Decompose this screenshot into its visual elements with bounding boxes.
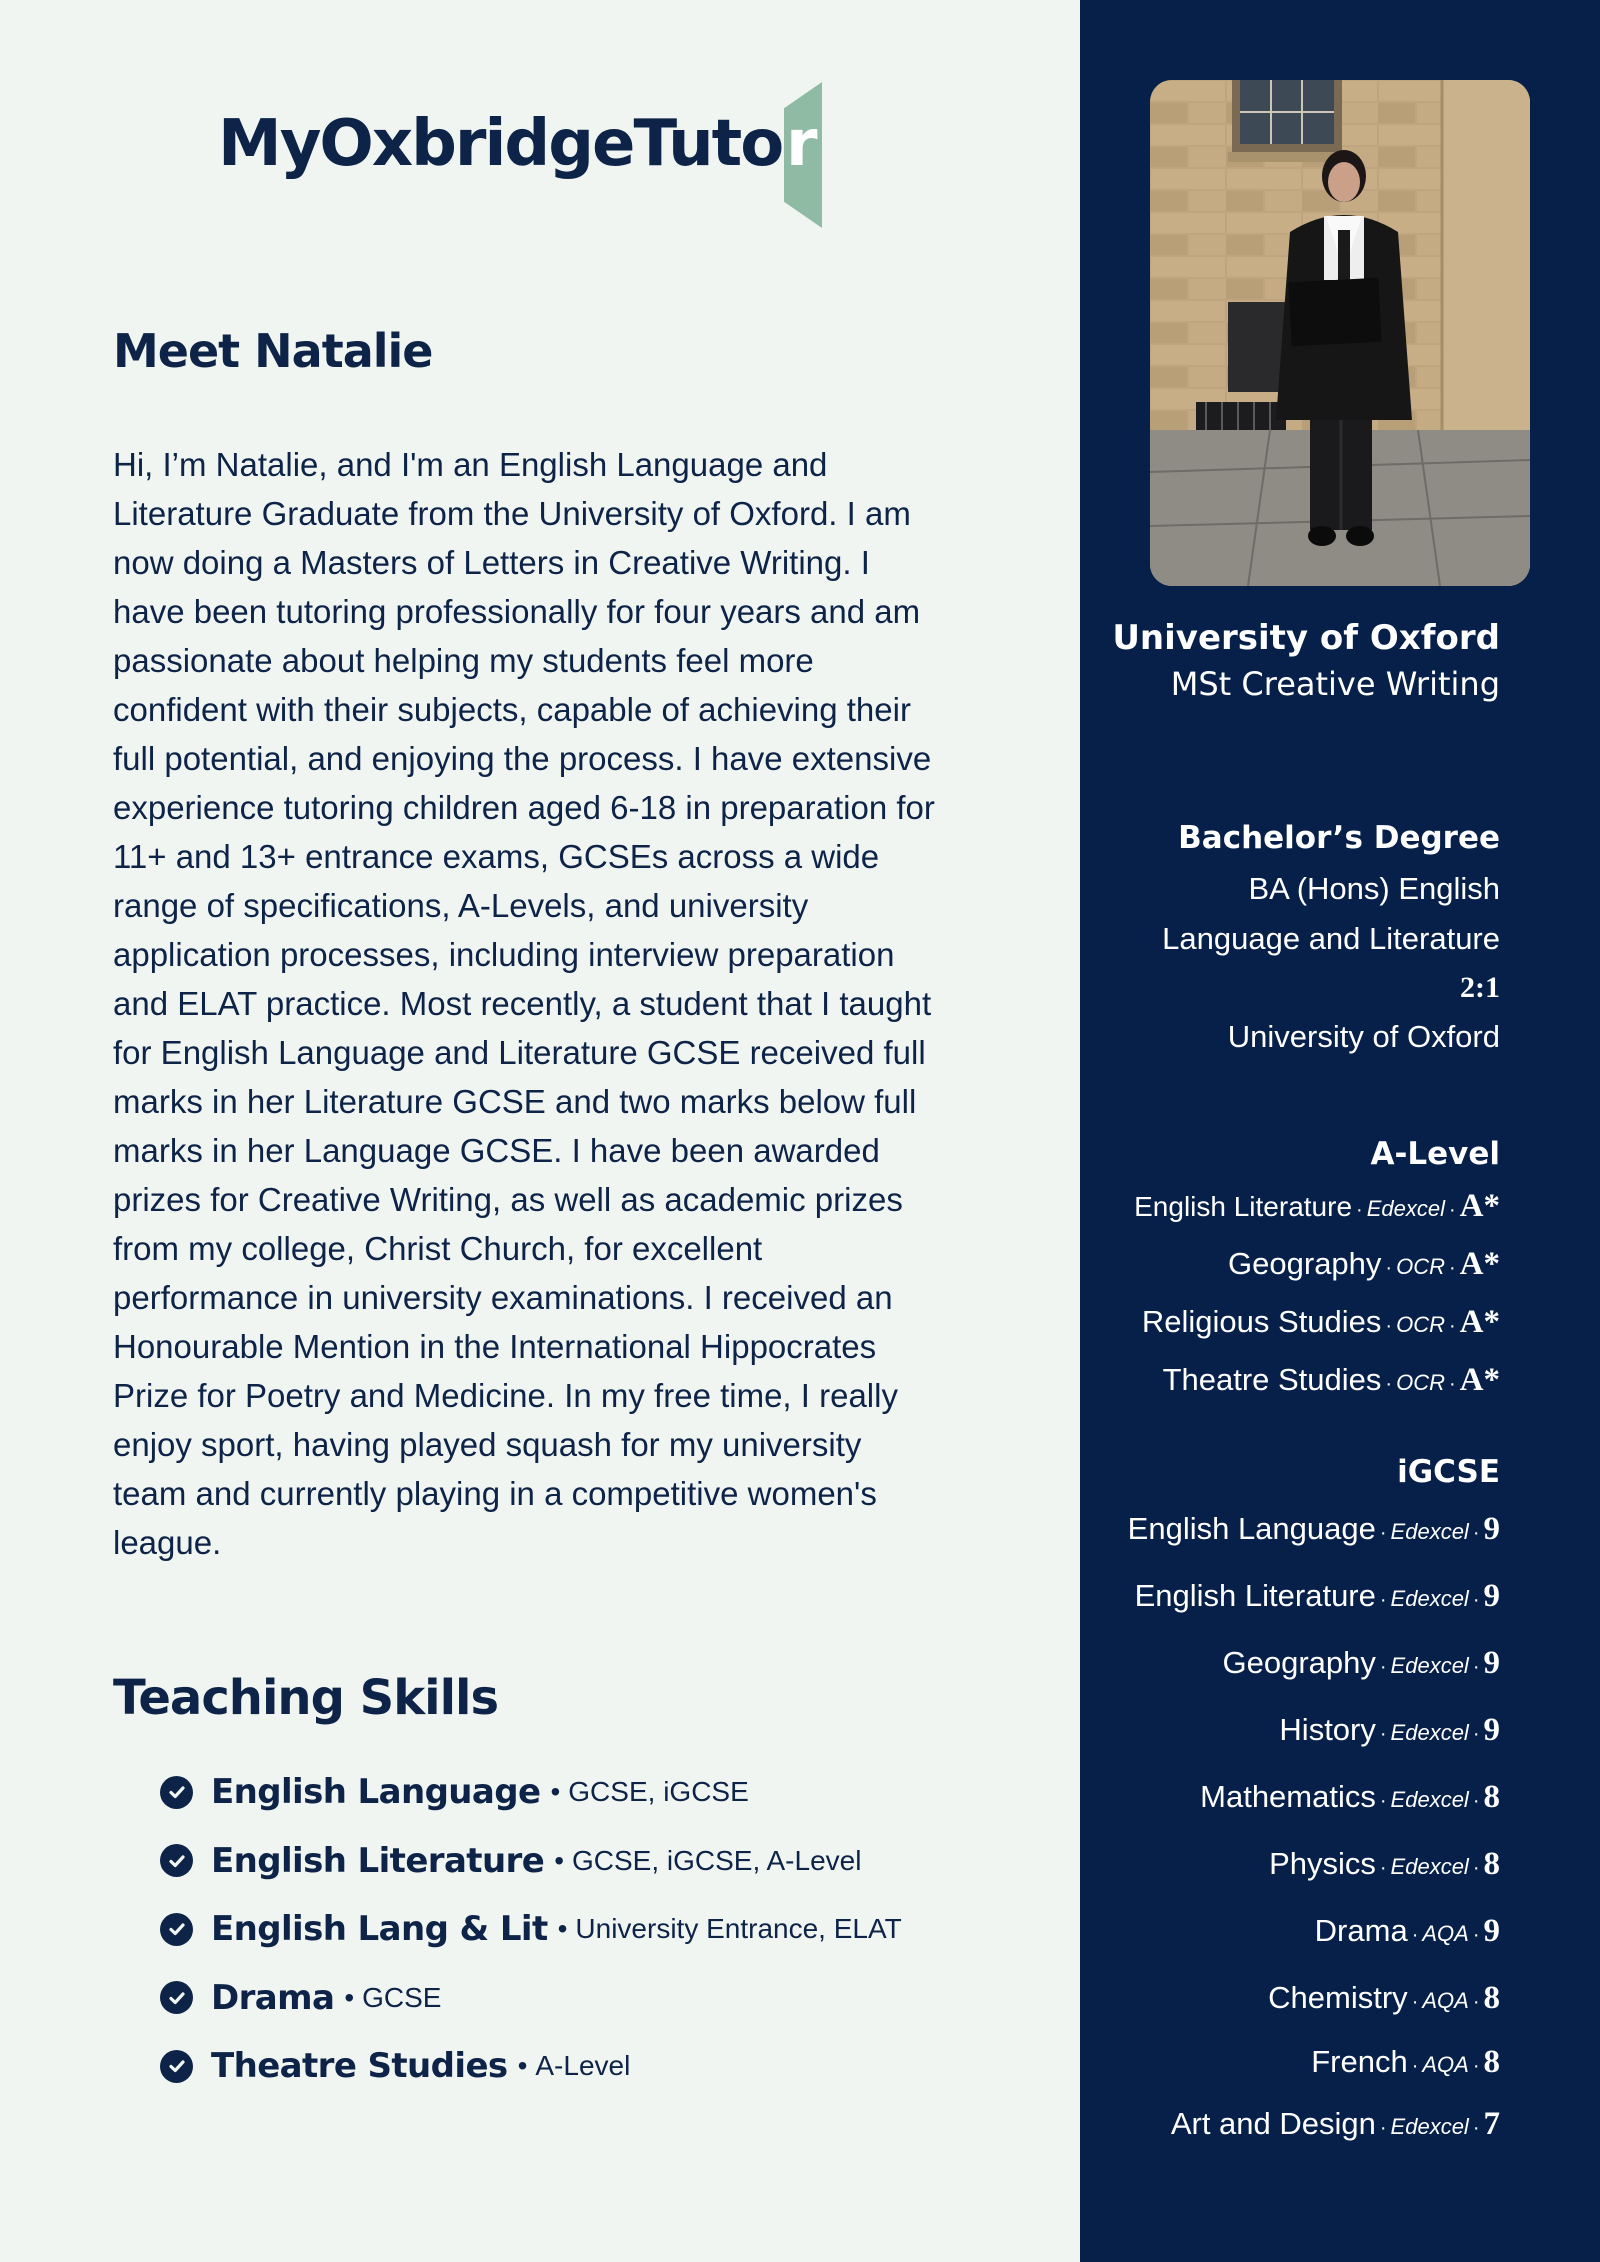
separator-dot: · (1379, 1723, 1387, 1745)
separator-dot: · (1472, 1924, 1480, 1946)
separator-dot: · (1472, 1522, 1480, 1544)
igcse-row (1128, 1565, 1500, 1632)
bachelors-university: University of Oxford (1227, 1019, 1500, 1054)
separator-dot: · (1448, 1199, 1456, 1221)
skill-separator: • (344, 1981, 355, 2013)
exam-board: Edexcel (1390, 2114, 1469, 2139)
igcse-row (1128, 1967, 1500, 2034)
exam-board: AQA (1422, 2052, 1469, 2077)
grade: A* (1459, 1188, 1500, 1224)
skill-item (160, 2032, 902, 2101)
skill-item (160, 1895, 902, 1964)
skill-separator: • (557, 1913, 568, 1945)
igcse-row (1128, 1498, 1500, 1565)
bachelors-course-line-2: Language and Literature (1162, 921, 1500, 956)
skill-levels: GCSE (362, 1981, 442, 2013)
separator-dot: · (1411, 1924, 1419, 1946)
check-circle-icon (160, 2050, 193, 2083)
intro-bio: Hi, I’m Natalie, and I'm an English Language and Literature Graduate from the University of Oxford. I am now doing a Masters of Letters in Creative Writing. I have been tutoring professionally for four years and am passionate about helping my students feel more confident with their subjects, capable of achieving their full potential, and enjoying the process. I have extensive experience tutoring children aged 6-18 in preparation for 11+ and 13+ entrance exams, GCSEs across a wide range of specifications, A-Levels, and university application processes, including interview preparation and ELAT practice. Most recently, a student that I taught for English Language and Literature GCSE received full marks in her Literature GCSE and two marks below full marks in her Language GCSE. I have been awarded prizes for Creative Writing, as well as academic prizes from my college, Christ Church, for excellent performance in university examinations. I received an Honourable Mention in the International Hippocrates Prize for Poetry and Medicine. In my free time, I really enjoy sport, having played squash for my university team and currently playing in a competitive women's league. (113, 446, 935, 1561)
separator-dot: · (1379, 2117, 1387, 2139)
grade: A* (1459, 1304, 1500, 1340)
skill-separator: • (554, 1844, 564, 1876)
university-course: MSt Creative Writing (1170, 665, 1500, 703)
skill-name: English Language (211, 1772, 541, 1813)
skill-levels: GCSE, iGCSE, A-Level (572, 1844, 862, 1876)
separator-dot: · (1385, 1315, 1393, 1337)
separator-dot: · (1379, 1522, 1387, 1544)
skill-name: English Lang & Lit (211, 1909, 548, 1950)
alevel-row (1134, 1296, 1500, 1354)
skill-name: Theatre Studies (211, 2046, 508, 2087)
subject-name: English Literature (1134, 1578, 1376, 1613)
logo-accent (784, 82, 822, 228)
exam-board: Edexcel (1390, 1586, 1469, 1611)
separator-dot: · (1379, 1790, 1387, 1812)
alevel-block (1134, 1134, 1500, 1412)
igcse-block (1128, 1452, 1500, 2158)
alevel-title: A-Level (1370, 1136, 1500, 1172)
logo-accent-letter: r (786, 107, 818, 181)
separator-dot: · (1385, 1373, 1393, 1395)
igcse-row (1128, 1900, 1500, 1967)
exam-board: OCR (1396, 1254, 1445, 1279)
separator-dot: · (1356, 1199, 1363, 1221)
sidebar (1080, 0, 1600, 2262)
separator-dot: · (1472, 1656, 1480, 1678)
exam-board: OCR (1396, 1370, 1445, 1395)
separator-dot: · (1472, 1589, 1480, 1611)
grade: 8 (1483, 1980, 1500, 2016)
alevel-row (1134, 1238, 1500, 1296)
grade: 8 (1483, 1779, 1500, 1815)
subject-name: Drama (1314, 1913, 1408, 1948)
subject-name: Geography (1222, 1645, 1376, 1680)
skill-item (160, 1827, 902, 1896)
igcse-row (1128, 2096, 1500, 2158)
skill-name: Drama (211, 1977, 335, 2018)
grade: 9 (1483, 1712, 1500, 1748)
grade: A* (1459, 1246, 1500, 1282)
grade: 9 (1483, 1511, 1500, 1547)
subject-name: Geography (1228, 1246, 1382, 1281)
separator-dot: · (1448, 1373, 1456, 1395)
intro-heading: Meet Natalie (113, 324, 433, 378)
separator-dot: · (1448, 1257, 1456, 1279)
exam-board: Edexcel (1390, 1653, 1469, 1678)
subject-name: Art and Design (1170, 2106, 1376, 2141)
grade: 9 (1483, 1645, 1500, 1681)
subject-name: History (1279, 1712, 1376, 1747)
alevel-row (1134, 1180, 1500, 1238)
check-circle-icon (160, 1844, 193, 1877)
logo-text: MyOxbridgeTuto (218, 107, 783, 181)
teaching-skills-heading: Teaching Skills (113, 1670, 499, 1726)
subject-name: French (1311, 2044, 1408, 2079)
bachelors-block (1162, 818, 1500, 1062)
university-name: University of Oxford (1112, 618, 1500, 658)
subject-name: Physics (1269, 1846, 1376, 1881)
check-circle-icon (160, 1913, 193, 1946)
subject-name: Chemistry (1268, 1980, 1408, 2015)
exam-board: Edexcel (1390, 1854, 1469, 1879)
subject-name: English Literature (1134, 1191, 1353, 1222)
subject-name: English Language (1127, 1511, 1376, 1546)
separator-dot: · (1472, 1857, 1480, 1879)
grade: 8 (1483, 2044, 1500, 2080)
separator-dot: · (1472, 2117, 1480, 2139)
exam-board: Edexcel (1390, 1519, 1469, 1544)
grade: 7 (1483, 2106, 1500, 2142)
separator-dot: · (1379, 1857, 1387, 1879)
skill-separator: • (550, 1776, 561, 1808)
check-circle-icon (160, 1981, 193, 2014)
separator-dot: · (1448, 1315, 1456, 1337)
skill-levels: University Entrance, ELAT (575, 1913, 902, 1945)
subject-name: Mathematics (1200, 1779, 1376, 1814)
grade: 9 (1483, 1578, 1500, 1614)
separator-dot: · (1472, 2055, 1480, 2077)
subject-name: Theatre Studies (1162, 1362, 1382, 1397)
separator-dot: · (1472, 1991, 1480, 2013)
graduation-photo (1150, 80, 1530, 586)
alevel-row (1134, 1354, 1500, 1412)
igcse-row (1128, 1699, 1500, 1766)
igcse-row (1128, 1632, 1500, 1699)
skill-name: English Literature (211, 1840, 545, 1881)
bachelors-grade: 2:1 (1460, 971, 1500, 1004)
skill-levels: A-Level (535, 2050, 631, 2082)
skill-item (160, 1758, 902, 1827)
igcse-row (1128, 1766, 1500, 1833)
exam-board: AQA (1422, 1921, 1469, 1946)
skill-item (160, 1964, 902, 2033)
grade: 9 (1483, 1913, 1500, 1949)
igcse-row (1128, 1833, 1500, 1900)
university-block (1112, 616, 1500, 708)
grade: 8 (1483, 1846, 1500, 1882)
logo (218, 82, 818, 228)
separator-dot: · (1385, 1257, 1393, 1279)
grade: A* (1459, 1362, 1500, 1398)
exam-board: AQA (1422, 1988, 1469, 2013)
exam-board: Edexcel (1366, 1196, 1445, 1221)
subject-name: Religious Studies (1141, 1304, 1382, 1339)
separator-dot: · (1411, 2055, 1419, 2077)
exam-board: OCR (1396, 1312, 1445, 1337)
igcse-title: iGCSE (1397, 1454, 1500, 1490)
teaching-skills-list (160, 1758, 902, 2101)
check-circle-icon (160, 1776, 193, 1809)
igcse-row (1128, 2034, 1500, 2096)
separator-dot: · (1472, 1790, 1480, 1812)
bachelors-title: Bachelor’s Degree (1178, 820, 1500, 856)
skill-levels: GCSE, iGCSE (568, 1776, 749, 1808)
exam-board: Edexcel (1390, 1787, 1469, 1812)
exam-board: Edexcel (1390, 1720, 1469, 1745)
separator-dot: · (1379, 1656, 1387, 1678)
separator-dot: · (1411, 1991, 1419, 2013)
skill-separator: • (517, 2050, 528, 2082)
bachelors-course-line-1: BA (Hons) English (1248, 871, 1500, 906)
separator-dot: · (1379, 1589, 1387, 1611)
separator-dot: · (1472, 1723, 1480, 1745)
